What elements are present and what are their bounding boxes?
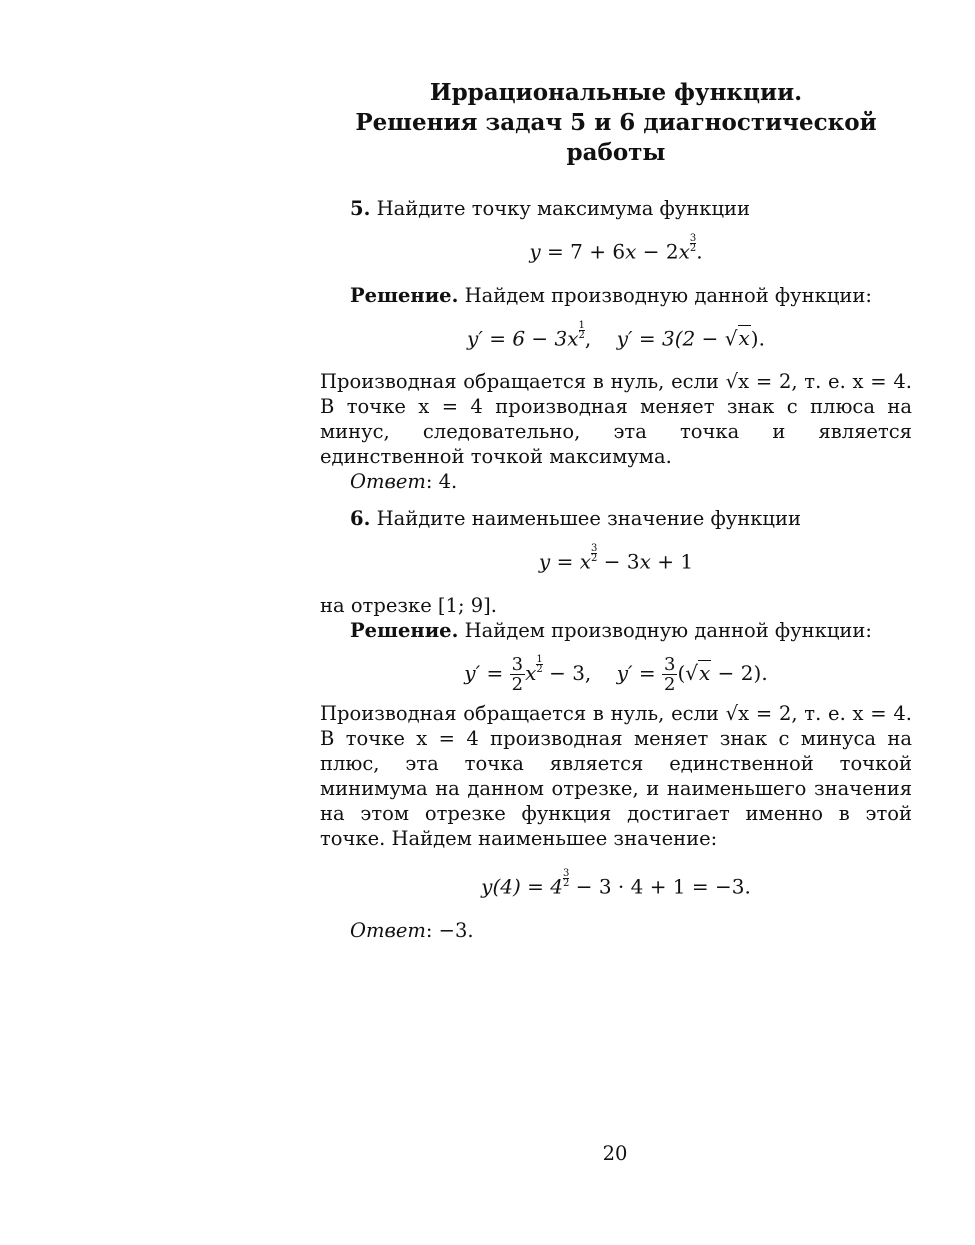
- var-x: x: [639, 549, 651, 574]
- solution-label: Решение.: [350, 618, 459, 642]
- sqrt-symbol: √x: [685, 660, 711, 685]
- fraction: $\frac{3}{2}$: [664, 653, 676, 695]
- var-x: x: [738, 326, 750, 351]
- problem-5-solution: [320, 283, 912, 308]
- eq-part: − 2: [636, 239, 679, 264]
- problem-6-text: Найдите наименьшее значение функции: [376, 507, 801, 531]
- answer-value: : 4.: [425, 470, 458, 494]
- eq-part: (: [677, 660, 686, 685]
- eq-part: − 2).: [711, 660, 768, 685]
- eq-part: y′ = 6 − 3: [467, 326, 568, 351]
- problem-5-number: 5.: [350, 197, 371, 220]
- eq-part: y(4) = 4: [481, 874, 563, 899]
- problem-6-number: 6.: [350, 507, 371, 531]
- problem-5-function: [320, 234, 912, 269]
- solution-text: Найдем производную данной функции:: [464, 618, 872, 642]
- problem-6-function: [320, 544, 912, 579]
- eq-part: y′ = 3(2 −: [616, 326, 725, 351]
- eq-part: = 7 + 6: [540, 239, 626, 264]
- eq-part: + 1: [650, 549, 694, 574]
- page-content: [320, 78, 912, 943]
- title-line-2: Решения задач 5 и 6 диагностической работы: [355, 109, 877, 166]
- eq-part: − 3,: [542, 660, 592, 685]
- problem-5-text: Найдите точку максимума функции: [376, 197, 750, 220]
- exponent-fraction: $\frac{3}{2}$: [591, 543, 598, 565]
- problem-6-derivative: [320, 651, 912, 695]
- eq-part: =: [550, 549, 580, 574]
- problem-6-explanation: Производная обращается в нуль, если √x = 2, т. е. x = 4. В точке x = 4 производная меняет знак с минуса на плюс, эта точка является единственной точкой минимума на данном отрезке, и наименьшего значения на этом отрезке функция достигает именно в этой точке. Найдем наименьшее значение:: [320, 701, 912, 850]
- answer-label: Ответ: [350, 918, 426, 942]
- problem-6-segment: на отрезке [1; 9].: [320, 593, 497, 617]
- var-x: x: [678, 239, 690, 264]
- problem-6-value: [320, 869, 912, 904]
- eq-part: y′ =: [464, 660, 510, 685]
- page-title: [320, 78, 912, 168]
- var-y: y: [529, 239, 541, 264]
- eq-part: ).: [750, 326, 765, 351]
- var-x: x: [625, 239, 637, 264]
- exponent-fraction: $\frac{3}{2}$: [689, 233, 697, 254]
- fraction: $\frac{3}{2}$: [511, 653, 524, 695]
- exponent-fraction: $\frac{1}{2}$: [578, 319, 585, 341]
- page-number: 20: [602, 1142, 628, 1165]
- problem-6-solution: [320, 618, 912, 643]
- exponent-fraction: $\frac{1}{2}$: [536, 654, 543, 676]
- answer-label: Ответ: [350, 470, 426, 494]
- var-x: x: [525, 660, 537, 685]
- eq-part: − 3 · 4 + 1 = −3.: [569, 874, 751, 899]
- problem-5-answer: [320, 469, 912, 494]
- solution-text: Найдем производную данной функции:: [464, 283, 872, 307]
- var-x: x: [699, 660, 711, 685]
- var-x: x: [567, 326, 579, 351]
- eq-part: − 3: [597, 549, 640, 574]
- problem-5-explanation: Производная обращается в нуль, если √x = 2, т. е. x = 4. В точке x = 4 производная меняет знак с плюса на минус, следовательно, эта точка и является единственной точкой максимума.: [320, 370, 912, 469]
- answer-value: : −3.: [425, 918, 474, 942]
- problem-6-statement: [320, 506, 912, 531]
- var-y: y: [538, 549, 551, 574]
- eq-part: y′ =: [616, 660, 663, 685]
- problem-5-statement: [320, 196, 912, 221]
- var-x: x: [579, 549, 591, 574]
- exponent-fraction: $\frac{3}{2}$: [562, 867, 570, 889]
- sqrt-symbol: √x: [724, 326, 750, 351]
- eq-part: .: [696, 239, 703, 264]
- eq-part: ,: [584, 326, 592, 351]
- solution-label: Решение.: [350, 283, 459, 307]
- title-line-1: Иррациональные функции.: [429, 79, 803, 106]
- problem-5-derivative: [320, 321, 912, 356]
- problem-6-answer: [320, 918, 912, 943]
